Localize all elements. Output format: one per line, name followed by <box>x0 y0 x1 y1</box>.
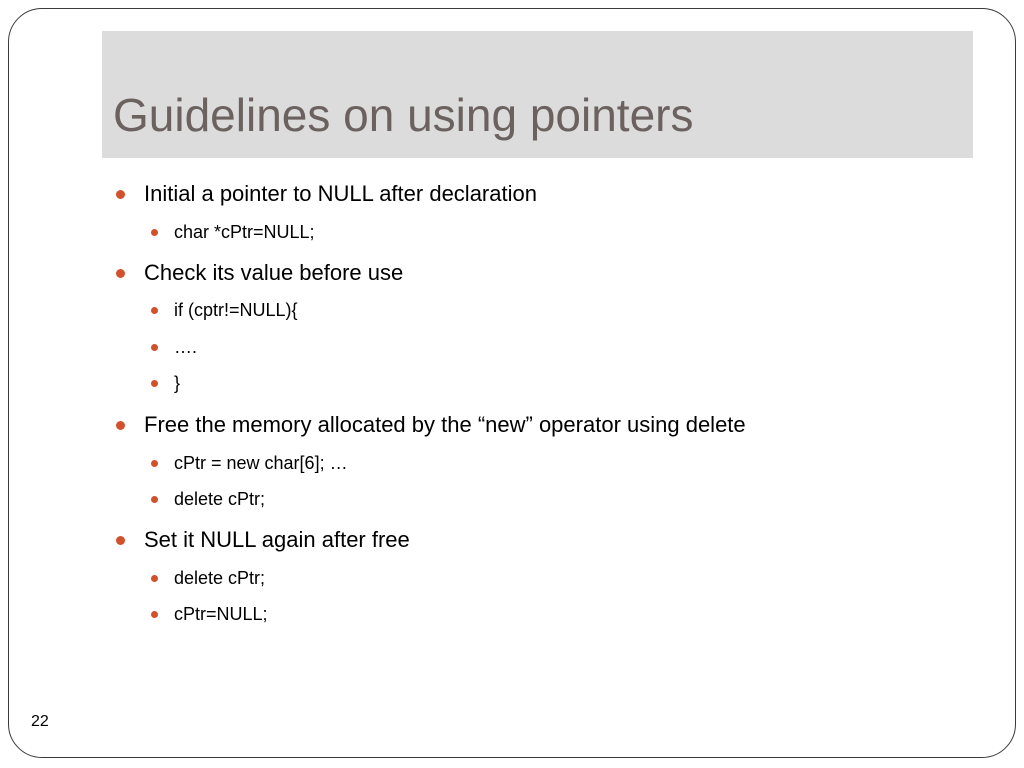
bullet-text: Free the memory allocated by the “new” operator using delete <box>144 412 746 437</box>
bullet-item <box>144 179 537 209</box>
sub-bullet-text: char *cPtr=NULL; <box>174 222 315 242</box>
bullet-dot-icon <box>151 496 158 503</box>
page-number: 22 <box>31 713 49 730</box>
sub-bullet-item <box>174 370 180 396</box>
bullet-dot-icon <box>151 460 158 467</box>
bullet-dot-icon <box>151 611 158 618</box>
bullet-item <box>144 525 410 555</box>
sub-bullet-item <box>174 297 298 323</box>
sub-bullet-item <box>174 334 197 360</box>
bullet-dot-icon <box>151 229 158 236</box>
bullet-dot-icon <box>151 380 158 387</box>
bullet-dot-icon <box>151 575 158 582</box>
bullet-text: Initial a pointer to NULL after declaration <box>144 181 537 206</box>
sub-bullet-text: if (cptr!=NULL){ <box>174 300 298 320</box>
bullet-item <box>144 258 403 288</box>
bullet-dot-icon <box>116 190 125 199</box>
sub-bullet-text: delete cPtr; <box>174 489 266 509</box>
bullet-dot-icon <box>151 344 158 351</box>
bullet-dot-icon <box>116 536 125 545</box>
bullet-dot-icon <box>116 269 125 278</box>
sub-bullet-text: } <box>174 373 181 393</box>
bullet-text: Set it NULL again after free <box>144 527 410 552</box>
sub-bullet-text: delete cPtr; <box>174 568 266 588</box>
bullet-dot-icon <box>116 421 125 430</box>
slide-title: Guidelines on using pointers <box>113 89 694 141</box>
sub-bullet-item <box>174 565 265 591</box>
sub-bullet-item <box>174 219 315 245</box>
sub-bullet-item <box>174 486 265 512</box>
sub-bullet-item <box>174 450 348 476</box>
sub-bullet-text: cPtr = new char[6]; … <box>174 453 348 473</box>
bullet-text: Check its value before use <box>144 260 404 285</box>
bullet-item <box>144 410 746 440</box>
sub-bullet-text: cPtr=NULL; <box>174 604 268 624</box>
sub-bullet-item <box>174 601 268 627</box>
sub-bullet-text: …. <box>174 337 198 357</box>
bullet-dot-icon <box>151 307 158 314</box>
